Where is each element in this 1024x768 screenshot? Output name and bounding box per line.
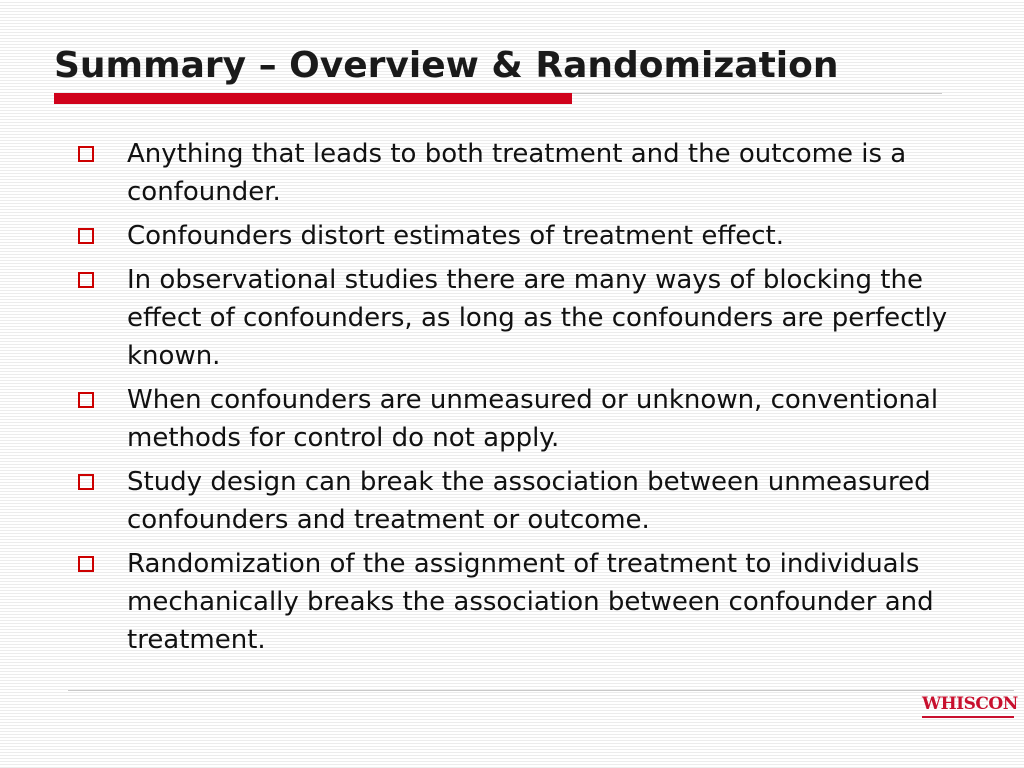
whiscon-logo: WHISCON xyxy=(922,692,1014,718)
hollow-square-icon xyxy=(78,474,94,490)
hollow-square-icon xyxy=(78,272,94,288)
bullet-text: Anything that leads to both treatment and the outcome is a confounder. xyxy=(127,139,907,207)
bullet-text: In observational studies there are many ways of blocking the effect of confounders, as long as the confounders are perfectly known. xyxy=(127,265,948,371)
bullet-list xyxy=(78,135,978,665)
slide-title: Summary – Overview & Randomization xyxy=(54,45,839,86)
bullet-text: Randomization of the assignment of treatment to individuals mechanically breaks the association between confounder and treatment. xyxy=(127,549,934,655)
bullet-item xyxy=(78,545,978,659)
bullet-item xyxy=(78,463,978,539)
hollow-square-icon xyxy=(78,392,94,408)
hollow-square-icon xyxy=(78,556,94,572)
bullet-item xyxy=(78,381,978,457)
bullet-text: Study design can break the association between unmeasured confounders and treatment or outcome. xyxy=(127,467,931,535)
title-underline-accent xyxy=(54,93,572,104)
bullet-text: When confounders are unmeasured or unknown, conventional methods for control do not apply. xyxy=(127,385,939,453)
bullet-item xyxy=(78,261,978,375)
hollow-square-icon xyxy=(78,228,94,244)
bullet-item xyxy=(78,217,978,255)
hollow-square-icon xyxy=(78,146,94,162)
bullet-text: Confounders distort estimates of treatment effect. xyxy=(127,221,784,251)
bullet-item xyxy=(78,135,978,211)
footer-divider xyxy=(68,690,1014,691)
